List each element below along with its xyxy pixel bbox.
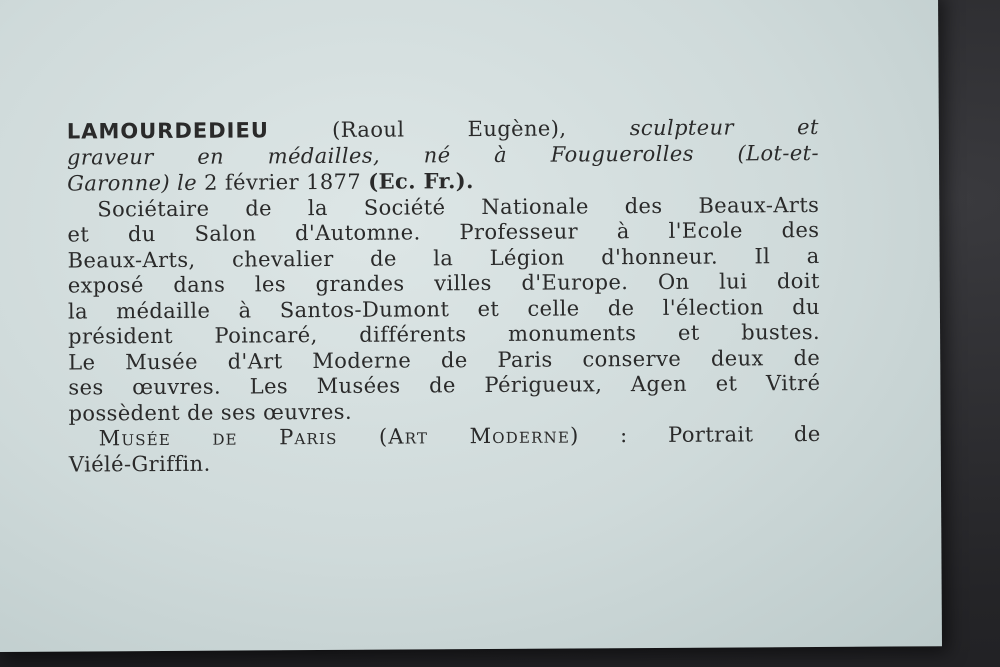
dictionary-entry — [67, 115, 821, 478]
artist-name: LAMOURDEDIEU — [66, 118, 269, 144]
bio-line: exposé dans les grandes villes d'Europe. On lui doit — [67, 268, 820, 298]
birth-date: 2 février 1877 — [204, 169, 362, 195]
birth-region: Garonne) le — [67, 170, 198, 196]
museum-line — [69, 422, 821, 452]
bio-line: la médaille à Santos-Dumont et celle de l'élection du — [67, 294, 820, 324]
bio-line: Beaux-Arts, chevalier de la Légion d'honneur. Il a — [67, 243, 820, 273]
profession-birthplace-line: graveur en médailles, né à Fouguerolles (Lot-et- — [66, 140, 820, 170]
museum-work: : Portrait de — [619, 421, 821, 448]
museum-work-line: Viélé-Griffin. — [68, 451, 211, 477]
bio-line: et du Salon d'Automne. Professeur à l'Ecole des — [67, 217, 820, 247]
school-tag: (Ec. Fr.). — [368, 168, 474, 194]
museum-label: Musée de Paris (Art Moderne) — [98, 423, 580, 451]
bio-line: président Poincaré, différents monuments et bustes. — [68, 319, 821, 349]
bio-line: Le Musée d'Art Moderne de Paris conserve deux de — [68, 345, 821, 375]
profession-text: sculpteur et — [629, 114, 819, 141]
bio-line: possèdent de ses œuvres. — [68, 399, 353, 426]
bio-line: ses œuvres. Les Musées de Périgueux, Agen et Vitré — [68, 370, 821, 400]
artist-forenames: (Raoul Eugène), — [332, 116, 567, 142]
entry-heading-line — [67, 115, 819, 145]
bio-line: Sociétaire de la Société Nationale des Beaux-Arts — [97, 192, 820, 221]
